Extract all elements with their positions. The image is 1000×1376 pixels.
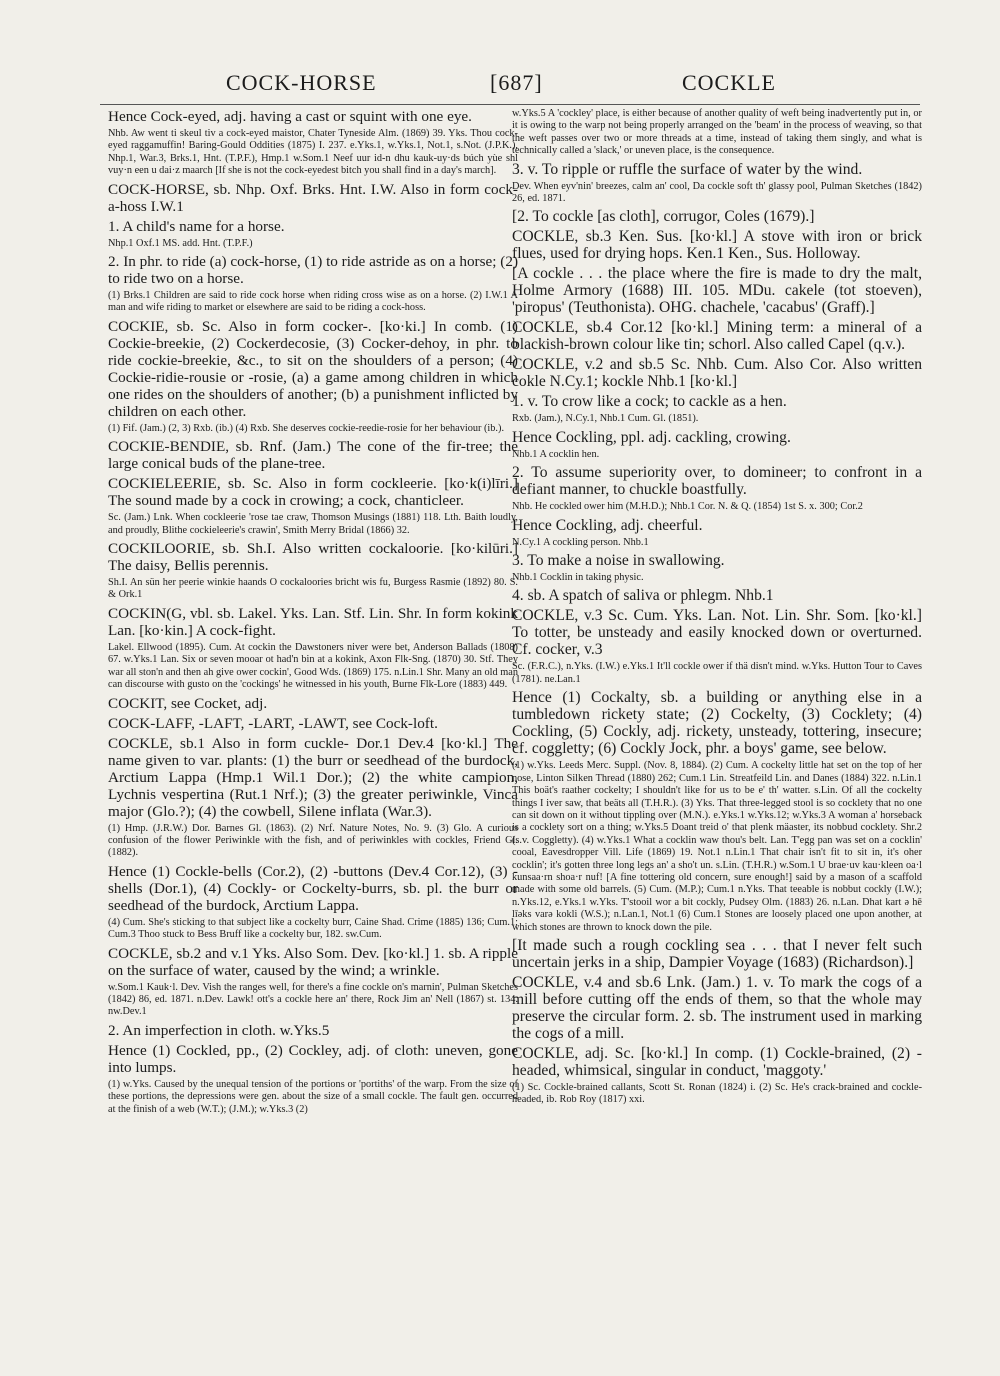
entry-paragraph: Hence Cockling, ppl. adj. cackling, crowing. xyxy=(512,428,791,446)
entry-paragraph: COCKLE, sb.2 and v.1 Yks. Also Som. Dev. [ko·kl.] 1. sb. A ripple on the surface of water, caused by the wind; a wrinkle. xyxy=(108,944,518,979)
citation-paragraph: Nhb.1 Cocklin in taking physic. xyxy=(512,572,644,584)
citation-paragraph: Sc. (Jam.) Lnk. When cockleerie 'rose tae craw, Thomson Musings (1881) 118. Lth. Baith loudly, and proudly, Blithe cockieleerie's crawin', Smith Merry Bridal (1866) 32. xyxy=(108,512,518,536)
citation-paragraph: Sc. (F.R.C.), n.Yks. (I.W.) e.Yks.1 It'll cockle ower if thä disn't mind. w.Yks. Hutton Tour to Caves (1781). ne.Lan.1 xyxy=(512,661,922,685)
citation-paragraph: N.Cy.1 A cockling person. Nhb.1 xyxy=(512,536,649,548)
page-number: [687] xyxy=(490,70,543,95)
entry-paragraph: [A cockle . . . the place where the fire is made to dry the malt, Holme Armory (1688) III. 105. MDu. cakele (tot stoeven), 'piropus' (Teuthonista). OHG. chachele, 'cacabus' (Graff).] xyxy=(512,265,922,317)
entry-paragraph: COCKLE, v.3 Sc. Cum. Yks. Lan. Not. Lin. Shr. Som. [ko·kl.] To totter, be unsteady and easily knocked down or overturned. Cf. cocker, v.3 xyxy=(512,607,922,659)
citation-paragraph: Nhb.1 A cocklin hen. xyxy=(512,448,600,460)
entry-paragraph: COCKILOORIE, sb. Sh.I. Also written cockaloorie. [ko·kilūri.] The daisy, Bellis perennis. xyxy=(108,540,518,575)
entry-paragraph: COCKIE-BENDIE, sb. Rnf. (Jam.) The cone of the fir-tree; the large conical buds of the plane-tree. xyxy=(108,438,518,473)
entry-paragraph: Hence (1) Cockled, pp., (2) Cockley, adj. of cloth: uneven, gone into lumps. xyxy=(108,1041,518,1076)
citation-paragraph: Rxb. (Jam.), N.Cy.1, Nhb.1 Cum. Gl. (1851). xyxy=(512,413,699,425)
citation-paragraph: w.Som.1 Kauk·l. Dev. Vish the ranges well, for there's a fine cockle on's marnin', Pulman Sketches (1842) 86, ed. 1871. n.Dev. Lawk! ott's a cockle here an' there, Rock Jim an' Nell (1867) st. 134. nw.Dev.1 xyxy=(108,981,518,1018)
entry-paragraph: 3. v. To ripple or ruffle the surface of water by the wind. xyxy=(512,160,863,178)
entry-paragraph: Hence (1) Cockalty, sb. a building or anything else in a tumbledown rickety state; (2) Cockelty, (3) Cocklety; (4) Cockling, (5) Cockly, adj. rickety, unsteady, tottering, insecure; cf. coggletty; (6) Cockly Jock, phr. a boys' game, see below. xyxy=(512,689,922,758)
citation-paragraph: w.Yks.5 A 'cockley' place, is either because of another quality of weft being inadvertently put in, or it is owing to the warp not being properly arranged on the 'beam' in the process of weaving, so that the weft passes over two or more threads at a time, instead of taking them singly, and what is technically called a 'slack,' or uneven place, is the consequence. xyxy=(512,108,922,157)
citation-paragraph: Nhb. Aw went ti skeul tiv a cock-eyed maistor, Chater Tyneside Alm. (1869) 39. Yks. Thou cock-eyed raggamuffin! Baring-Gould Oddities (1875) I. 237. e.Yks.1, w.Yks.1, Not.1, s.Not. (J.P.K.), Nhp.1, War.3, Brks.1, Hnt. (T.P.F.), Hmp.1 w.Som.1 Neef uur id-n dhu kauk-uy·ds búch yùe shl vuy·n een u dai·z maarch [If she is not the cock-eyedest bitch you shall find in a day's march]. xyxy=(108,128,518,177)
entry-paragraph: COCK-HORSE, sb. Nhp. Oxf. Brks. Hnt. I.W. Also in form cock-a-hoss I.W.1 xyxy=(108,180,518,215)
left-column xyxy=(108,108,518,1358)
entry-paragraph: 2. To assume superiority over, to domineer; to confront in a defiant manner, to chuckle boastfully. xyxy=(512,464,922,499)
entry-paragraph: COCKIT, see Cocket, adj. xyxy=(108,694,268,712)
citation-paragraph: Sh.I. An sün her peerie winkie haands O cockaloories bricht wis fu, Burgess Rasmie (1892) 80. S. & Ork.1 xyxy=(108,577,518,601)
entry-paragraph: 1. v. To crow like a cock; to cackle as a hen. xyxy=(512,393,787,411)
entry-paragraph: 2. An imperfection in cloth. w.Yks.5 xyxy=(108,1021,330,1039)
entry-paragraph: COCKLE, v.4 and sb.6 Lnk. (Jam.) 1. v. To mark the cogs of a mill before cutting off the ends of them, so that the whole may preserve the circular form. 2. sb. The instrument used in marking the cogs of a mill. xyxy=(512,973,922,1042)
entry-paragraph: 2. In phr. to ride (a) cock-horse, (1) to ride astride as on a horse; (2) to ride two on a horse. xyxy=(108,253,518,288)
entry-paragraph: [It made such a rough cockling sea . . . that I never felt such uncertain jerks in a ship, Dampier Voyage (1683) (Richardson).] xyxy=(512,936,922,971)
entry-paragraph: COCKIE, sb. Sc. Also in form cocker-. [ko·ki.] In comb. (1) Cockie-breekie, (2) Cockerdecosie, (3) Cocker-dehoy, in phr. to ride cockie-breekie, &c., to sit on the shoulders of a person; (4) Cockie-ridie-rousie or -rosie, (a) a game among children in which one rides on the shoulders of another; (b) a punishment inflicted by children on each other. xyxy=(108,317,518,420)
entry-paragraph: COCK-LAFF, -LAFT, -LART, -LAWT, see Cock-loft. xyxy=(108,714,438,732)
entry-paragraph: COCKLE, sb.1 Also in form cuckle- Dor.1 Dev.4 [ko·kl.] The name given to var. plants: (1) the burr or seedhead of the burdock, Arctium Lappa (Hmp.1 Wil.1 Dor.); (2) the white campion, Lychnis vespertina (Rut.1 Nrf.); (3) the greater periwinkle, Vinca major (Glo.?); (4) the cowbell, Silene inflata (War.3). xyxy=(108,734,518,820)
entry-paragraph: COCKLE, sb.4 Cor.12 [ko·kl.] Mining term: a mineral of a blackish-brown colour like tin; schorl. Also called Capel (q.v.). xyxy=(512,319,922,354)
citation-paragraph: (4) Cum. She's sticking to that subject like a cockelty burr, Caine Shad. Crime (1885) 136; Cum.1; Cum.3 Thoo stuck to Bess Bruff like a cockelty bur, 182. sw.Cum. xyxy=(108,916,518,941)
citation-paragraph: (1) Sc. Cockle-brained callants, Scott St. Ronan (1824) i. (2) Sc. He's crack-brained and cockle-headed, ib. Rob Roy (1817) xxi. xyxy=(512,1081,922,1106)
entry-paragraph: COCKLE, v.2 and sb.5 Sc. Nhb. Cum. Also Cor. Also written cokle N.Cy.1; kockle Nhb.1 [ko·kl.] xyxy=(512,356,922,391)
entry-paragraph: 3. To make a noise in swallowing. xyxy=(512,552,725,570)
entry-paragraph: COCKLE, sb.3 Ken. Sus. [ko·kl.] A stove with iron or brick flues, used for drying hops. Ken.1 Ken., Sus. Holloway. xyxy=(512,228,922,263)
header-left-guideword: COCK-HORSE xyxy=(226,70,377,95)
citation-paragraph: (1) Hmp. (J.R.W.) Dor. Barnes Gl. (1863). (2) Nrf. Nature Notes, No. 9. (3) Glo. A curious confusion of the flower Periwinkle with the fish, and of periwinkles with cockles, Friend Gl. (1882). xyxy=(108,822,518,859)
citation-paragraph: (1) w.Yks. Caused by the unequal tension of the portions or 'portiths' of the warp. From the size of these portions, the depressions were gen. about the size of a small cockle. The fault gen. occurred at the finish of a web (W.T.); (J.M.); w.Yks.3 (2) xyxy=(108,1078,518,1115)
citation-paragraph: (1) Brks.1 Children are said to ride cock horse when riding cross wise as on a horse. (2) I.W.1 A man and wife riding to market or elsewhere are said to be riding a cock-hoss. xyxy=(108,290,518,314)
running-header xyxy=(100,64,920,105)
right-column xyxy=(512,108,922,1358)
header-right-guideword: COCKLE xyxy=(682,70,776,95)
entry-paragraph: COCKIN(G, vbl. sb. Lakel. Yks. Lan. Stf. Lin. Shr. In form kokink Lan. [ko·kin.] A cock-fight. xyxy=(108,604,518,639)
citation-paragraph: Lakel. Ellwood (1895). Cum. At cockin the Dawstoners niver were bet, Anderson Ballads (1808) 67. w.Yks.1 Lan. Six or seven mooar ot had'n bin at a kokink, Axon Flk-Sng. (1870) 30. Stf. They war all ston'n and then ah give ower cockin', Good Wds. (1869) 175. n.Lin.1 Shr. Many an old man can discourse with gusto on the 'cockings' he witnessed in his youth, Burne Flk-Lore (1883) 449. xyxy=(108,641,518,691)
citation-paragraph: Nhb. He cockled ower him (M.H.D.); Nhb.1 Cor. N. & Q. (1854) 1st S. x. 300; Cor.2 xyxy=(512,501,863,513)
entry-paragraph: [2. To cockle [as cloth], corrugor, Coles (1679).] xyxy=(512,208,815,226)
entry-paragraph: 4. sb. A spatch of saliva or phlegm. Nhb.1 xyxy=(512,587,774,605)
entry-paragraph: Hence Cock-eyed, adj. having a cast or squint with one eye. xyxy=(108,108,472,125)
entry-paragraph: COCKLE, adj. Sc. [ko·kl.] In comp. (1) Cockle-brained, (2) -headed, whimsical, singular in conduct, 'maggoty.' xyxy=(512,1044,922,1079)
entry-paragraph: COCKIELEERIE, sb. Sc. Also in form cockleerie. [ko·k(i)līri.] The sound made by a cock in crowing; a cock, chanticleer. xyxy=(108,475,518,510)
entry-paragraph: Hence (1) Cockle-bells (Cor.2), (2) -buttons (Dev.4 Cor.12), (3) -shells (Dor.1), (4) Cockly- or Cockelty-burrs, sb. pl. the burr or seedhead of the burdock, Arctium Lappa. xyxy=(108,862,518,914)
entry-paragraph: Hence Cockling, adj. cheerful. xyxy=(512,516,703,534)
citation-paragraph: (1) w.Yks. Leeds Merc. Suppl. (Nov. 8, 1884). (2) Cum. A cockelty little hat set on the top of her nose, Linton Silken Thread (1880) 262; Cum.1 Lin. Streatfeild Lin. and Danes (1884) 322. n.Lin.1 This boät's raather cockelty; I shouldn't like for us to be e' th' watter. s.Lin. Of all the cockelty things I iver saw, that beäts all (T.H.R.). (3) Yks. That three-legged stool is so cocklety that no one can sit down on it without tippling over (M.N.). e.Yks.1 w.Yks.12; w.Yks.3 A woman a' horseback is a cocklety sort on a thing; w.Yks.5 Doant treid o' that plenk mäaster, its nobbud cocklety. Shr.2 (s.v. Coggletty). (4) w.Yks.1 What a cocklin waw thou's belt. Lan. T'egg pan was set on a cocklin' cooal, Eavesdropper Vill. Life (1869) 19. Not.1 n.Lin.1 That chair isn't fit to sit in, it's oher cocklin'; it's gotten three long legs an' a sho't un. s.Lin. (T.H.R.) w.Som.1 U brae·uv kau·kleen oa·l kunsaa·rn shoa·r nuf! [A fine tottering old concern, sure enough!] said by a mason of a scaffold made with some old barrels. (5) Cum. (M.P.); Cum.1 n.Yks. That teeable is nobbut cockly (I.W.); n.Yks.12, e.Yks.1 w.Yks. T'stooil wor a bit cockly, Pudsey Olm. (1883) 26. n.Lan. Dhat kart ə hē līəks varə kokli (W.S.); n.Lan.1, Not.1 (6) Cum.1 Stones are loosely placed one upon another, at which stones are thrown to knock down the pile. xyxy=(512,760,922,933)
citation-paragraph: Dev. When eyv'nin' breezes, calm an' cool, Da cockle soft th' glassy pool, Pulman Sketches (1842) 26, ed. 1871. xyxy=(512,180,922,205)
citation-paragraph: Nhp.1 Oxf.1 MS. add. Hnt. (T.P.F.) xyxy=(108,237,253,249)
citation-paragraph: (1) Fif. (Jam.) (2, 3) Rxb. (ib.) (4) Rxb. She deserves cockie-reedie-rosie for her behaviour (ib.). xyxy=(108,422,505,434)
entry-paragraph: 1. A child's name for a horse. xyxy=(108,217,285,235)
